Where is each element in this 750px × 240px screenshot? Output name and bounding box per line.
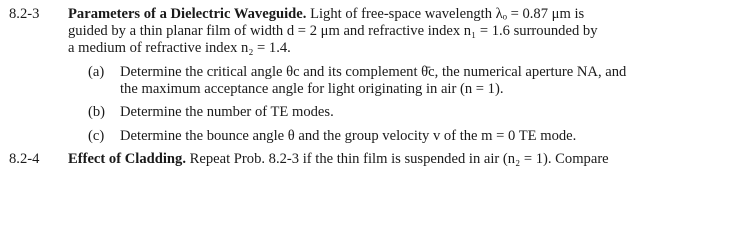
problem-title: Effect of Cladding. <box>68 151 186 167</box>
part-text-line: Determine the number of TE modes. <box>120 104 334 120</box>
problem-first-line <box>68 6 584 23</box>
part-text-line: the maximum acceptance angle for light originating in air (n = 1). <box>120 81 504 97</box>
problem-first-line <box>68 151 609 168</box>
problem-text-line: a medium of refractive index n₂ = 1.4. <box>68 40 291 56</box>
problem-number: 8.2-4 <box>9 151 40 167</box>
part-label: (b) <box>88 104 106 120</box>
part-label: (c) <box>88 128 105 144</box>
problem-text-line: guided by a thin planar film of width d = 2 μm and refractive index n₁ = 1.6 surrounded by <box>68 23 598 39</box>
problem-text-line: Light of free-space wavelength λₒ = 0.87 μm is <box>310 6 585 22</box>
part-text-line: Determine the bounce angle θ and the group velocity v of the m = 0 TE mode. <box>120 128 577 144</box>
problem-title: Parameters of a Dielectric Waveguide. <box>68 6 307 22</box>
problem-number: 8.2-3 <box>9 6 40 22</box>
problem-text-line: Repeat Prob. 8.2-3 if the thin film is suspended in air (n₂ = 1). Compare <box>189 151 609 167</box>
part-text-line: Determine the critical angle θc and its complement θ̄c, the numerical aperture NA, and <box>120 64 627 80</box>
part-label: (a) <box>88 64 105 80</box>
